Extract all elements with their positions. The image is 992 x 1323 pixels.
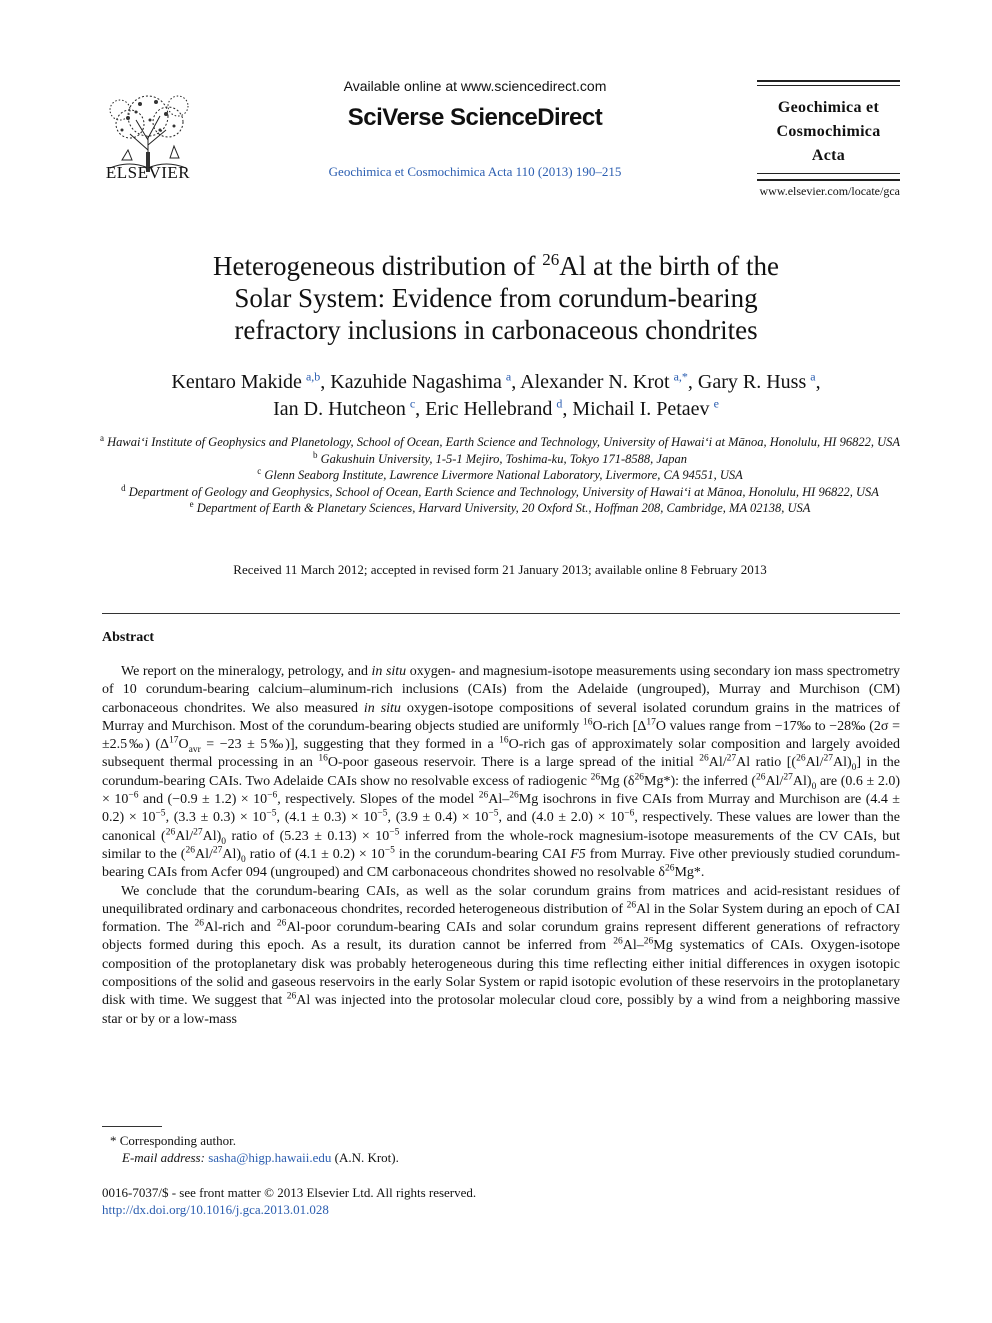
abstract-heading: Abstract xyxy=(102,630,155,645)
author-name: Eric Hellebrand xyxy=(425,398,553,420)
journal-citation-link[interactable]: Geochimica et Cosmochimica Acta 110 (2013) 190–215 xyxy=(328,164,622,179)
journal-title-line: Acta xyxy=(811,147,846,164)
email-owner: (A.N. Krot). xyxy=(334,1150,399,1165)
email-label: E-mail address: xyxy=(122,1150,205,1165)
abstract-paragraph-2: We conclude that the corundum-bearing CAIs, as well as the solar corundum grains from matrices and acid-resistant residues of unequilibrated ordinary and carbonaceous chondrites, recorded heterogeneous distribution of $^{26}$Al in the Solar System during an epoch of CAI formation. The $^{26}$Al-rich and $^{26}$Al-poor corundum-bearing CAIs and solar corundum grains represent different generations of refractory objects formed during this epoch. As a result, its duration cannot be inferred from $^{26}$Al–$^{26}$Mg systematics of CAIs. Oxygen-isotope composition of the protoplanetary disk was probably heterogeneous during this time reflecting either initial differences in oxygen isotopic compositions of the solid and gaseous reservoirs in the early Solar System or rapid isotopic evolution of these reservoirs in the protoplanetary disk with time. We suggest that $^{26}$Al was injected into the protosolar molecular cloud core, possibly by a wind from a neighboring massive star or by or a low-mass xyxy=(102,883,900,1027)
author-separator: , xyxy=(562,398,573,420)
author-affiliation-link[interactable]: d xyxy=(556,396,563,411)
affiliation-key: a xyxy=(100,432,105,443)
journal-title-line: Geochimica et xyxy=(777,99,880,116)
article-title xyxy=(110,250,882,346)
footnote-divider xyxy=(102,1126,162,1127)
author-list xyxy=(90,369,902,423)
author-affiliation-link[interactable]: a,b xyxy=(305,369,321,384)
abstract-body xyxy=(102,663,900,1029)
affiliation-key: e xyxy=(189,498,194,509)
title-superscript: 26 xyxy=(542,250,560,269)
affiliation-text: Hawai‘i Institute of Geophysics and Planetology, School of Ocean, Earth Science and Technology, University of Hawai‘i at Mānoa, Honolulu, HI 96822, USA xyxy=(107,435,900,449)
author-affiliation-link[interactable]: a,* xyxy=(673,369,688,384)
journal-title-line: Cosmochimica xyxy=(776,123,881,140)
journal-title xyxy=(757,96,900,168)
title-text: Heterogeneous distribution of xyxy=(213,251,543,281)
affiliation-key: d xyxy=(121,482,126,493)
header-divider xyxy=(102,613,900,614)
available-online-text: Available online at www.sciencedirect.com xyxy=(343,78,607,94)
author-separator: , xyxy=(415,398,426,420)
author-name: Gary R. Huss xyxy=(697,371,807,393)
author-affiliation-link[interactable]: c xyxy=(409,396,416,411)
affiliation-text: Glenn Seaborg Institute, Lawrence Livermore National Laboratory, Livermore, CA 94551, USA xyxy=(264,468,743,482)
author-name: Kazuhide Nagashima xyxy=(330,371,502,393)
affiliation-text: Gakushuin University, 1-5-1 Mejiro, Toshima-ku, Tokyo 171-8588, Japan xyxy=(320,451,687,466)
sciverse-sciencedirect-logo: SciVerse ScienceDirect xyxy=(347,104,603,131)
title-line xyxy=(110,250,882,282)
journal-url[interactable]: www.elsevier.com/locate/gca xyxy=(759,184,900,198)
author-name: Alexander N. Krot xyxy=(520,371,670,393)
affiliation-key: b xyxy=(313,449,318,460)
author-separator: , xyxy=(815,371,821,393)
affiliation xyxy=(100,467,900,484)
author-name: Ian D. Hutcheon xyxy=(273,398,406,420)
affiliation xyxy=(100,500,900,517)
title-line: Solar System: Evidence from corundum-bearing xyxy=(234,283,758,313)
corresponding-author-footnote xyxy=(102,1132,702,1166)
author-separator: , xyxy=(320,371,331,393)
author-separator: , xyxy=(687,371,698,393)
title-text: Al at the birth of the xyxy=(559,251,779,281)
elsevier-wordmark: ELSEVIER xyxy=(105,163,191,182)
author-affiliation-link[interactable]: a xyxy=(505,369,512,384)
affiliation-list xyxy=(100,434,900,517)
author-name: Michail I. Petaev xyxy=(572,398,710,420)
email-line xyxy=(102,1149,702,1166)
title-line: refractory inclusions in carbonaceous chondrites xyxy=(234,315,758,345)
author-separator: , xyxy=(511,371,521,393)
author-affiliation-link[interactable]: e xyxy=(713,396,719,411)
article-history-dates: Received 11 March 2012; accepted in revised form 21 January 2013; available online 8 February 2013 xyxy=(233,562,767,577)
doi-link[interactable]: http://dx.doi.org/10.1016/j.gca.2013.01.028 xyxy=(102,1202,329,1217)
abstract-paragraph-1: We report on the mineralogy, petrology, and in situ oxygen- and magnesium-isotope measurements using secondary ion mass spectrometry of 10 corundum-bearing calcium–aluminum-rich inclusions (CAIs) from the Adelaide (ungrouped), Murray and Murchison (CM) carbonaceous chondrites. We also measured in situ oxygen-isotope compositions of several isolated corundum grains in the matrices of Murray and Murchison. Most of the corundum-bearing objects studied are uniformly $^{16}$O-rich [$\Delta^{17}O$ values range from −17‰ to −28‰ (2σ = ±2.5‰) ($\Delta^{17}O_{avr} = -23$ ± 5‰)], suggesting that they formed in a $^{16}$O-rich gas of approximately solar composition and largely avoided subsequent thermal processing in an $^{16}$O-poor gaseous reservoir. There is a large spread of the initial $^{26}$Al/$^{27}$Al ratio $[(^{26}Al/^{27}Al)_0]$ in the corundum-bearing CAIs. Two Adelaide CAIs show no resolvable excess of radiogenic $^{26}$Mg $(\delta^{26}Mg*)$: the inferred $(^{26}Al/^{27}Al)_0$ are $(0.6 \pm 2.0) \times 10^{-6}$ and $(-0.9 \pm 1.2) \times 10^{-6}$, respectively. Slopes of the model $^{26}$Al–$^{26}$Mg isochrons in five CAIs from Murray and Murchison are $(4.4 \pm 0.2) \times 10^{-5}$, $(3.3 \pm 0.3) \times 10^{-5}$, $(4.1 \pm 0.3) \times 10^{-5}$, $(3.9 \pm 0.4) \times 10^{-5}$, and $(4.0 \pm 2.0) \times 10^{-6}$, respectively. These values are lower than the canonical $(^{26}Al/^{27}Al)_0$ ratio of $(5.23 \pm 0.13) \times 10^{-5}$ inferred from the whole-rock magnesium-isotope measurements of the CV CAIs, but similar to the $(^{26}Al/^{27}Al)_0$ ratio of $(4.1 \pm 0.2) \times 10^{-5}$ in the corundum-bearing CAI F5 from Murray. Five other previously studied corundum-bearing CAIs from Acfer 094 (ungrouped) and CM carbonaceous chondrites showed no resolvable $\delta^{26}Mg*$. xyxy=(102,664,901,881)
affiliation-text: Department of Earth & Planetary Sciences, Harvard University, 20 Oxford St., Hoffman 208, Cambridge, MA 02138, USA xyxy=(196,501,811,515)
corresponding-author-note: * Corresponding author. xyxy=(110,1133,237,1148)
author-affiliation-link[interactable]: a xyxy=(810,369,816,384)
affiliation xyxy=(100,451,900,468)
author-name: Kentaro Makide xyxy=(171,371,302,393)
affiliation xyxy=(100,484,900,501)
affiliation xyxy=(100,434,900,451)
email-link[interactable]: sasha@higp.hawaii.edu xyxy=(208,1150,332,1165)
affiliation-key: c xyxy=(257,465,262,476)
affiliation-text: Department of Geology and Geophysics, School of Ocean, Earth Science and Technology, University of Hawai‘i at Mānoa, Honolulu, HI 96822, USA xyxy=(128,484,879,499)
copyright-text: 0016-7037/$ - see front matter © 2013 Elsevier Ltd. All rights reserved. xyxy=(102,1185,477,1200)
copyright-block xyxy=(102,1184,702,1218)
